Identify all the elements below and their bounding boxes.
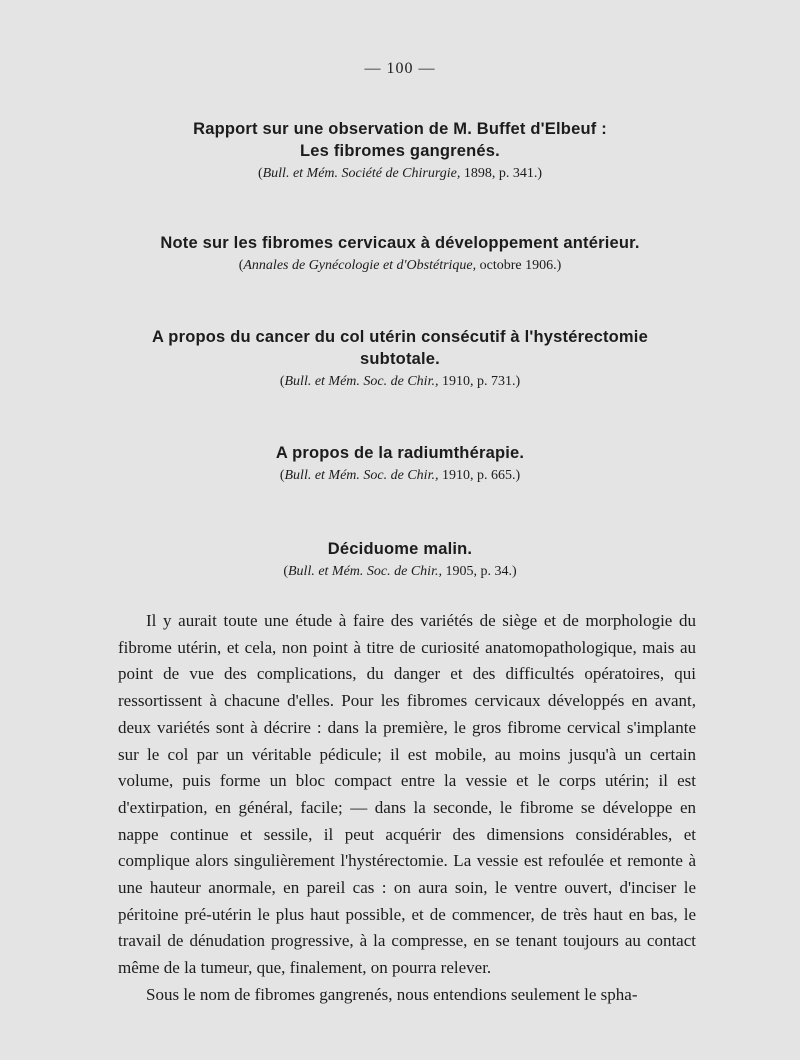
body-text [118,608,696,1009]
entry-title [100,326,700,370]
bibliography-entry [100,326,700,392]
page-number: — 100 — [364,60,436,77]
body-paragraph: Sous le nom de fibromes gangrenés, nous entendions seulement le spha- [146,984,638,1004]
ref-open: ( [279,468,285,483]
entry-title [100,118,700,162]
ref-journal: Bull. et Mém. Société de Chirurgie, [262,166,461,181]
ref-journal: Bull. et Mém. Soc. de Chir., [284,374,439,389]
bibliography-entry [100,442,700,486]
entry-reference [100,466,700,486]
ref-journal: Bull. et Mém. Soc. de Chir., [288,564,442,579]
entry-title-line: Les fibromes gangrenés. [300,142,500,160]
entry-reference [100,372,700,392]
entry-title-line: Note sur les fibromes cervicaux à développement antérieur. [160,234,640,252]
entry-reference [100,256,700,276]
entry-reference [100,562,700,582]
entry-title-line: Déciduome malin. [327,540,473,558]
bibliography-entry [100,538,700,582]
entry-title [100,442,700,464]
ref-details: 1910, p. 665.) [438,468,521,483]
entry-title-line: subtotale. [360,350,440,368]
entry-title [100,538,700,560]
ref-details: octobre 1906.) [476,258,562,273]
entry-title-line: A propos de la radiumthérapie. [275,444,525,462]
bibliography-entry [100,118,700,184]
ref-open: ( [279,374,285,389]
entry-reference [100,164,700,184]
ref-journal: Bull. et Mém. Soc. de Chir., [284,468,439,483]
ref-open: ( [257,166,263,181]
entry-title [100,232,700,254]
ref-open: ( [283,564,288,579]
ref-details: 1898, p. 341.) [460,166,543,181]
ref-journal: Annales de Gynécologie et d'Obstétrique, [243,258,477,273]
bibliography-entry [100,232,700,276]
ref-open: ( [238,258,244,273]
entry-title-line: Rapport sur une observation de M. Buffet d'Elbeuf : [193,120,607,138]
ref-details: 1910, p. 731.) [438,374,521,389]
ref-details: 1905, p. 34.) [441,564,517,579]
entry-title-line: A propos du cancer du col utérin consécutif à l'hystérectomie [152,328,648,346]
body-paragraph: Il y aurait toute une étude à faire des variétés de siège et de morphologie du fibrome utérin, et cela, non point à titre de curiosité anatomopathologique, mais au point de vue des complications, du danger et des difficultés opératoires, qui ressortissent à chacune d'elles. Pour les fibromes cervicaux développés en avant, deux variétés sont à décrire : dans la première, le gros fibrome cervical s'implante sur le col par un véritable pédicule; il est mobile, au moins jusqu'à un certain volume, puis forme un bloc compact entre la vessie et le corps utérin; il est d'extirpation, en général, facile; — dans la seconde, le fibrome se développe en nappe continue et sessile, il peut acquérir des dimensions considérables, et complique alors singulièrement l'hystérectomie. La vessie est refoulée et remonte à une hauteur anormale, en pareil cas : on aura soin, le ventre ouvert, d'inciser le péritoine pré-utérin le plus haut possible, et de commencer, de très haut en bas, le travail de dénudation progressive, à la compresse, en se tenant toujours au contact même de la tumeur, que, finalement, on pourra relever. [118,611,696,978]
